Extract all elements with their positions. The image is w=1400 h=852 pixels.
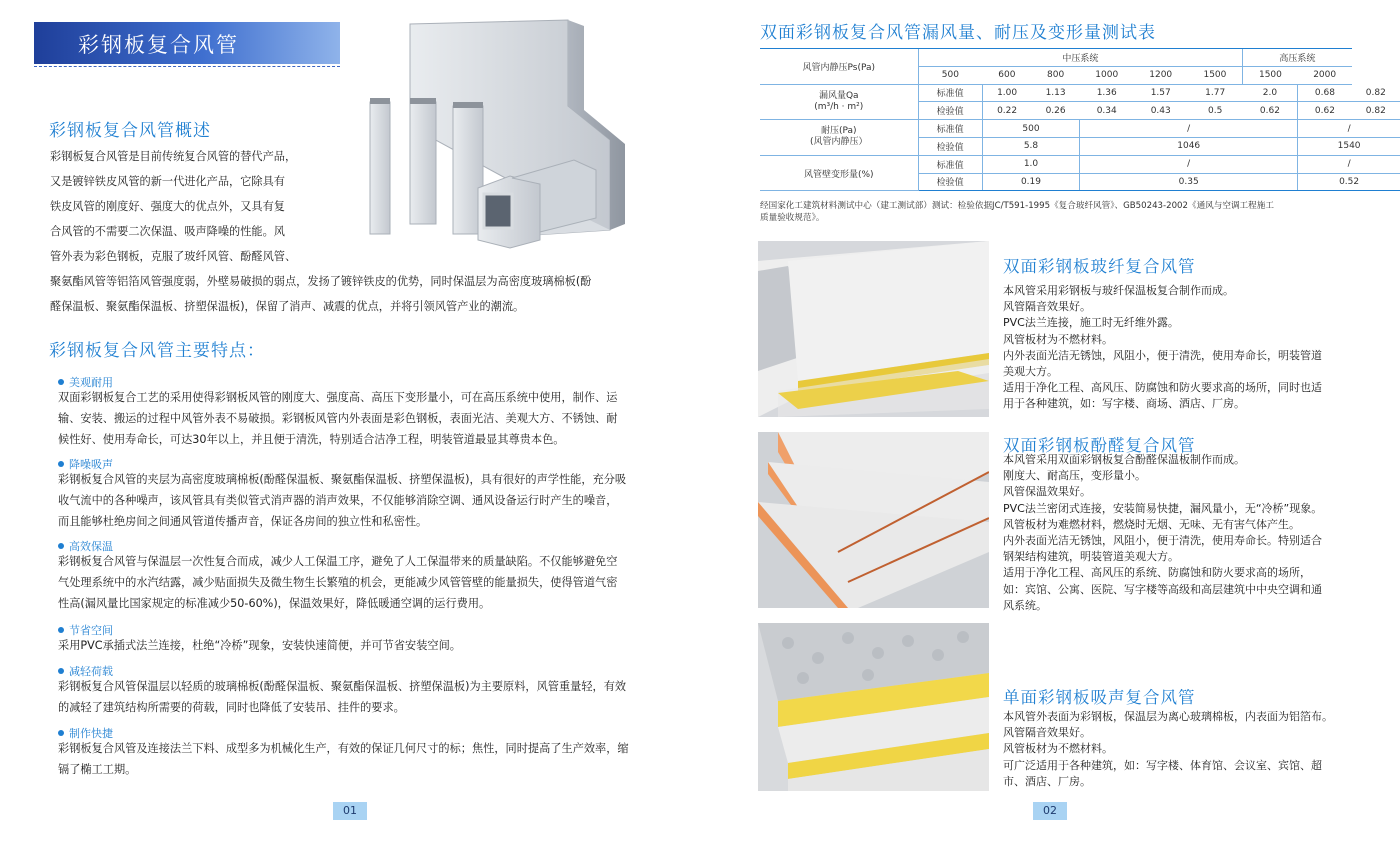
pressure-resistance-line: 耐压(Pa)	[820, 126, 857, 137]
product-line: 本风管采用彩钢板与玻纤保温板复合制作而成。	[1003, 284, 1234, 297]
feature-line: 彩钢板复合风管及连接法兰下料、成型多为机械化生产，有效的保证几何尺寸的标；焦性，同时提高了生产效率，缩	[58, 742, 629, 755]
tested-label: 检验值	[918, 102, 982, 120]
table-cell: 0.43	[1134, 102, 1188, 120]
feature-line: 彩钢板复合风管的夹层为高密度玻璃棉板(酚醛保温板、聚氨酯保温板、挤塑保温板)，具有很好的声学性能，充分吸	[58, 473, 627, 486]
product-1-title: 双面彩钢板玻纤复合风管	[1003, 257, 1196, 276]
table-cell: 0.62	[1298, 102, 1352, 120]
feature-label-text: 减轻荷载	[69, 665, 113, 678]
feature-description	[58, 552, 617, 614]
table-cell: 0.82	[1352, 84, 1400, 102]
bullet-icon	[58, 461, 64, 467]
table-cell: 500	[918, 66, 982, 84]
standard-label: 标准值	[918, 84, 982, 102]
acoustic-duct-photo	[758, 623, 989, 791]
deformation-label: 风管壁变形量(%)	[760, 155, 918, 191]
feature-label-text: 高效保温	[69, 540, 113, 553]
overview-line: 醛保温板、聚氨酯保温板、挤塑保温板)，保留了消声、减震的优点，并将引领风管产业的潮流。	[50, 300, 525, 313]
product-line: 风管板材为难燃材料，燃烧时无烟、无味、无有害气体产生。	[1003, 517, 1300, 531]
table-cell: 2000	[1298, 66, 1352, 84]
table-cell: /	[1298, 120, 1400, 138]
test-table-title: 双面彩钢板复合风管漏风量、耐压及变形量测试表	[760, 23, 1156, 43]
product-line: 市、酒店、厂房。	[1003, 774, 1091, 788]
bullet-icon	[58, 627, 64, 633]
table-cell: /	[1080, 155, 1298, 173]
bullet-icon	[58, 379, 64, 385]
table-cell: 0.19	[982, 173, 1080, 191]
table-cell: 0.22	[982, 102, 1031, 120]
product-line: PVC法兰连接，施工时无纤维外露。	[1003, 316, 1179, 330]
feature-label-text: 降噪吸声	[69, 458, 113, 471]
overview-line: 管外表为彩色钢板，克服了玻纤风管、酚醛风管、	[50, 250, 297, 263]
pressure-header: 风管内静压Ps(Pa)	[760, 49, 918, 85]
note-line: 质量验收规范》。	[760, 213, 825, 223]
product-line: 可广泛适用于各种建筑，如：写字楼、体育馆、会议室、宾馆、超	[1003, 758, 1322, 772]
banner-divider	[34, 66, 340, 67]
feature-line: 采用PVC承插式法兰连接，杜绝“冷桥”现象，安装快速简便，并可节省安装空间。	[58, 639, 461, 652]
product-line: 风管隔音效果好。	[1003, 726, 1091, 740]
product-line: 风管保温效果好。	[1003, 485, 1091, 499]
table-cell: 1.0	[982, 155, 1080, 173]
table-cell: 0.62	[1243, 102, 1298, 120]
product-line: 风系统。	[1003, 598, 1047, 612]
product-line: 风管板材为不燃材料。	[1003, 742, 1113, 756]
table-cell: 0.68	[1298, 84, 1352, 102]
product-2-title: 双面彩钢板酚醛复合风管	[1003, 436, 1196, 455]
overview-heading: 彩钢板复合风管概述	[49, 121, 211, 141]
feature-line: 收气流中的各种噪声，该风管具有类似管式消声器的消声效果，不仅能够消除空调、通风设备运行时产生的噪音，	[58, 493, 618, 507]
overview-line: 聚氨酯风管等铝箔风管强度弱，外壁易破损的弱点，发扬了镀锌铁皮的优势，同时保温层为高密度玻璃棉板(酚	[50, 275, 592, 288]
feature-line: 而且能够杜绝房间之间通风管道传播声音，保证各房间的独立性和私密性。	[58, 514, 428, 528]
table-cell: 2.0	[1243, 84, 1298, 102]
table-cell: 1500	[1188, 66, 1243, 84]
feature-line: 双面彩钢板复合工艺的采用使得彩钢板风管的刚度大、强度高、高压下变形量小，可在高压系统中使用，制作、运	[58, 391, 618, 404]
pressure-resistance-note: (风管内静压）	[809, 137, 868, 148]
product-line: 钢架结构建筑，明装管道美观大方。	[1003, 550, 1179, 564]
product-line: 适用于净化工程、高风压的系统、防腐蚀和防火要求高的场所，	[1003, 566, 1311, 580]
page-number: 01	[333, 802, 367, 820]
feature-description	[58, 636, 461, 657]
leak-label-line: 漏风量Qa	[818, 90, 859, 101]
section-banner	[34, 22, 340, 64]
product-3-title: 单面彩钢板吸声复合风管	[1003, 688, 1196, 707]
overview-line: 彩钢板复合风管是目前传统复合风管的替代产品，	[50, 150, 297, 163]
product-line: 适用于净化工程、高风压、防腐蚀和防火要求高的场所，同时也适	[1003, 381, 1322, 395]
table-cell: 1200	[1134, 66, 1188, 84]
table-cell: 1500	[1243, 66, 1298, 84]
standard-label: 标准值	[918, 120, 982, 138]
note-line: 经国家化工建筑材料测试中心（建工测试部）测试：检验依据JC/T591-1995《复合玻纤风管》、GB50243-2002《通风与空调工程施工	[760, 201, 1274, 211]
product-2-description	[1003, 452, 1363, 614]
table-cell: 0.35	[1080, 173, 1298, 191]
overview-line: 铁皮风管的刚度好、强度大的优点外，又具有复	[50, 200, 285, 213]
feature-line: 彩钢板复合风管保温层以轻质的玻璃棉板(酚醛保温板、聚氨酯保温板、挤塑保温板)为主要原料，风管重量轻，有效	[58, 680, 627, 693]
table-cell: 0.34	[1080, 102, 1134, 120]
test-note	[760, 200, 1350, 224]
table-cell: 600	[982, 66, 1031, 84]
feature-label-text: 制作快捷	[69, 727, 113, 740]
feature-line: 性高(漏风量比国家规定的标准减少50-60%)，保温效果好，降低暖通空调的运行费用。	[58, 596, 491, 610]
leak-label	[760, 84, 918, 120]
table-cell: 0.52	[1298, 173, 1400, 191]
bullet-icon	[58, 668, 64, 674]
product-line: 内外表面光洁无锈蚀，风阻小，便于清洗，使用寿命长，明装管道	[1003, 348, 1322, 362]
table-cell: 1.57	[1134, 84, 1188, 102]
table-cell: 500	[982, 120, 1080, 138]
table-cell: 1.00	[982, 84, 1031, 102]
product-line: PVC法兰密闭式连接，安装简易快捷，漏风量小，无“冷桥”现象。	[1003, 501, 1323, 515]
product-line: 本风管采用双面彩钢板复合酚醛保温板制作而成。	[1003, 453, 1245, 466]
overview-line: 又是镀锌铁皮风管的新一代进化产品，它除具有	[50, 175, 285, 188]
table-cell: 0.82	[1352, 102, 1400, 120]
table-cell: 0.5	[1188, 102, 1243, 120]
product-line: 风管板材为不燃材料。	[1003, 332, 1113, 346]
feature-line: 候性好、使用寿命长，可达30年以上，并且便于清洗，特别适合洁净工程，明装管道最显其尊贵本色。	[58, 432, 565, 446]
product-3-description	[1003, 709, 1363, 790]
leak-unit-line: (m³/h · m²)	[814, 101, 864, 112]
banner-title: 彩钢板复合风管	[78, 33, 239, 57]
product-line: 用于各种建筑，如：写字楼、商场、酒店、厂房。	[1003, 397, 1245, 411]
feature-line: 的减轻了建筑结构所需要的荷载，同时也降低了安装吊、挂件的要求。	[58, 700, 405, 714]
table-cell: /	[1080, 120, 1298, 138]
test-table	[760, 48, 1400, 191]
page-number: 02	[1033, 802, 1067, 820]
feature-description	[58, 677, 626, 719]
table-cell: 5.8	[982, 137, 1080, 155]
table-cell: 800	[1031, 66, 1079, 84]
standard-label: 标准值	[918, 155, 982, 173]
product-line: 如：宾馆、公寓、医院、写字楼等高级和高层建筑中中央空调和通	[1003, 582, 1322, 596]
product-line: 内外表面光洁无锈蚀，风阻小，便于清洗，使用寿命长。特别适合	[1003, 534, 1322, 548]
phenolic-duct-photo	[758, 432, 989, 608]
feature-label-text: 节省空间	[69, 624, 113, 637]
bullet-icon	[58, 730, 64, 736]
table-cell: 1046	[1080, 137, 1298, 155]
overview-paragraph	[50, 144, 670, 319]
overview-line: 合风管的不需要二次保温、吸声降噪的性能。风	[50, 225, 285, 238]
product-line: 刚度大、耐高压，变形量小。	[1003, 469, 1146, 483]
feature-description	[58, 470, 626, 532]
glassfiber-duct-photo	[758, 241, 989, 417]
mid-system-header: 中压系统	[918, 49, 1243, 67]
high-system-header: 高压系统	[1243, 49, 1352, 67]
bullet-icon	[58, 543, 64, 549]
feature-line: 镉了椭工工期。	[58, 762, 137, 776]
table-cell: 1000	[1080, 66, 1134, 84]
product-1-description	[1003, 283, 1363, 413]
table-cell: 1.13	[1031, 84, 1079, 102]
table-cell: 0.26	[1031, 102, 1079, 120]
right-page	[700, 0, 1400, 852]
tested-label: 检验值	[918, 137, 982, 155]
pressure-resistance-label	[760, 120, 918, 156]
feature-line: 气处理系统中的水汽结露，减少贴面损失及微生物生长繁殖的机会，更能减少风管管壁的能量损失，使得管道气密	[58, 575, 618, 589]
table-cell: /	[1298, 155, 1400, 173]
product-line: 本风管外表面为彩钢板，保温层为离心玻璃棉板，内表面为铝箔布。	[1003, 710, 1333, 723]
table-cell: 1.77	[1188, 84, 1243, 102]
feature-line: 输、安装、搬运的过程中风管外表不易破损。彩钢板风管内外表面是彩色钢板，表面光洁、美观大方、不锈蚀、耐	[58, 411, 618, 425]
feature-description	[58, 388, 617, 450]
feature-line: 彩钢板复合风管与保温层一次性复合而成，减少人工保温工序，避免了人工保温带来的质量缺陷。不仅能够避免空	[58, 555, 618, 568]
features-heading: 彩钢板复合风管主要特点：	[49, 341, 265, 361]
product-line: 风管隔音效果好。	[1003, 300, 1091, 314]
table-cell: 1540	[1298, 137, 1400, 155]
table-cell: 1.36	[1080, 84, 1134, 102]
tested-label: 检验值	[918, 173, 982, 191]
feature-label-text: 美观耐用	[69, 376, 113, 389]
feature-description	[58, 739, 629, 781]
product-line: 美观大方。	[1003, 365, 1058, 379]
